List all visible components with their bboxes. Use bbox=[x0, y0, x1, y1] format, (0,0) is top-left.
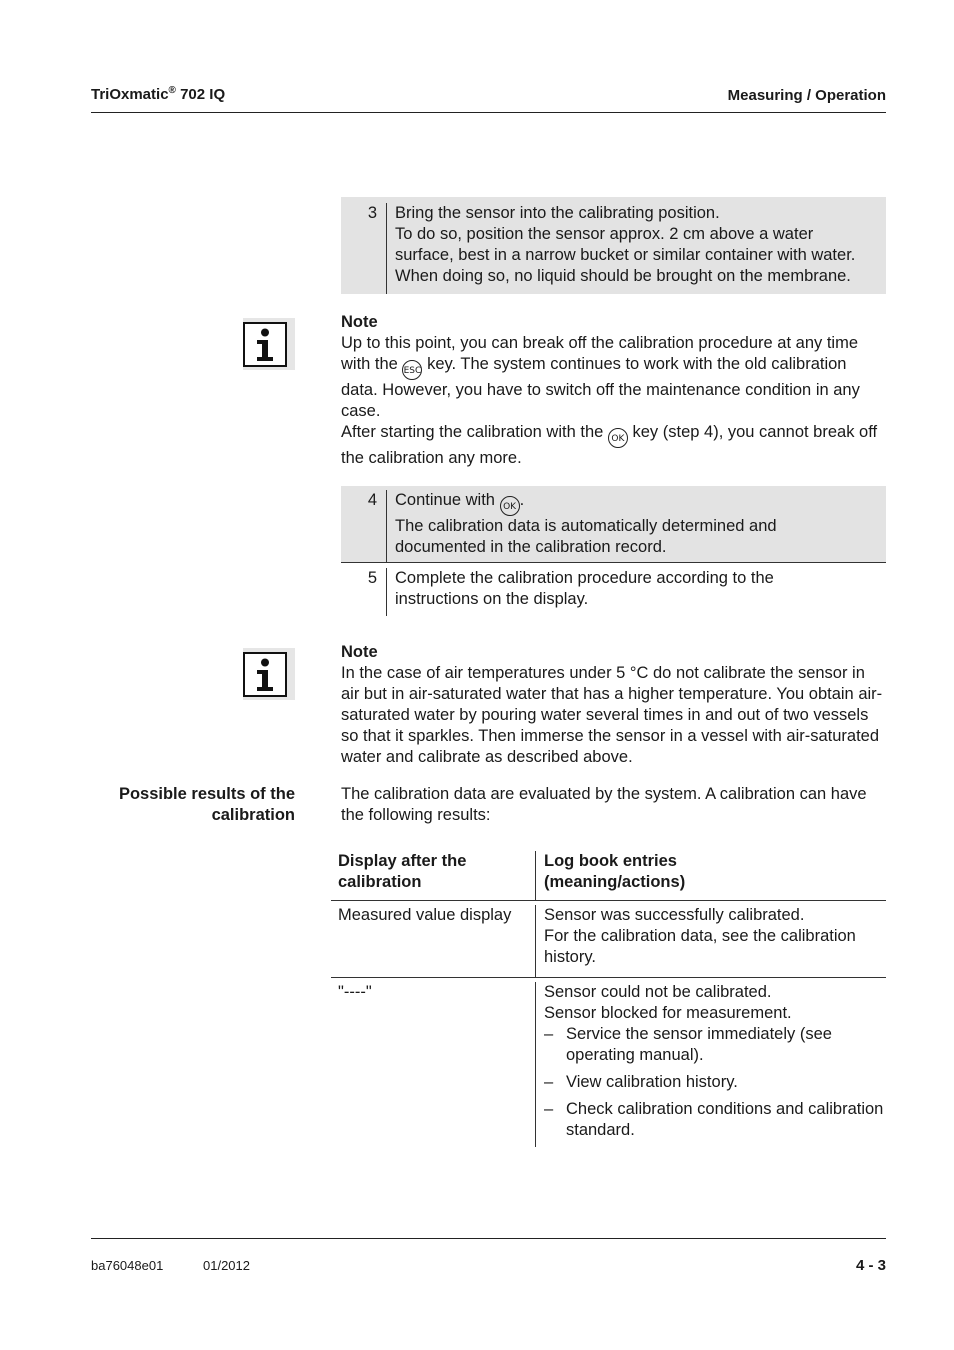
results-intro: The calibration data are evaluated by the system. A calibration can have the following results: bbox=[341, 785, 867, 824]
step-text bbox=[386, 203, 886, 294]
step-text bbox=[386, 490, 886, 562]
header-section: Measuring / Operation bbox=[727, 87, 886, 104]
step-line: To do so, position the sensor approx. 2 cm above a water bbox=[395, 225, 814, 243]
step-line: When doing so, no liquid should be brought on the membrane. bbox=[395, 267, 851, 285]
info-icon bbox=[243, 648, 295, 700]
column-header bbox=[535, 851, 886, 900]
note-text: After starting the calibration with the bbox=[341, 423, 604, 441]
step-3 bbox=[341, 197, 886, 294]
step-line: Bring the sensor into the calibrating position. bbox=[395, 204, 720, 222]
step-line bbox=[395, 490, 886, 516]
log-cell bbox=[535, 905, 886, 977]
list-item: – View calibration history. bbox=[544, 1073, 738, 1091]
step-line: Complete the calibration procedure according to the bbox=[395, 569, 774, 587]
note-1 bbox=[341, 312, 886, 469]
step-line: documented in the calibration record. bbox=[395, 538, 667, 556]
product-model: 702 IQ bbox=[175, 86, 226, 103]
log-line: For the calibration data, see the calibration history. bbox=[544, 927, 856, 966]
display-cell: Measured value display bbox=[338, 906, 512, 924]
esc-key-icon: ESC bbox=[402, 360, 422, 380]
display-cell: "----" bbox=[338, 983, 372, 1001]
header-line: calibration bbox=[338, 873, 422, 891]
action-list bbox=[544, 1024, 886, 1141]
table-row bbox=[331, 901, 886, 978]
step-text-part: . bbox=[519, 491, 525, 509]
step-line: instructions on the display. bbox=[395, 590, 589, 608]
header-line: Display after the bbox=[338, 852, 467, 870]
log-line: Sensor could not be calibrated. bbox=[544, 983, 772, 1001]
note-text: Up to this point, you can break off the calibration procedure at any time with the bbox=[341, 334, 858, 373]
product-name: TriOxmatic bbox=[91, 86, 169, 103]
ok-key-icon: OK bbox=[608, 428, 628, 448]
step-number: 3 bbox=[367, 204, 377, 222]
column-header bbox=[331, 851, 535, 900]
note-paragraph bbox=[341, 333, 886, 422]
note-2 bbox=[341, 642, 886, 768]
step-number: 5 bbox=[367, 569, 377, 587]
registered-mark: ® bbox=[168, 85, 176, 96]
header-divider bbox=[91, 112, 886, 113]
page-number: 4 - 3 bbox=[855, 1257, 886, 1274]
step-line: surface, best in a narrow bucket or similar container with water. bbox=[395, 246, 856, 264]
log-line: Sensor blocked for measurement. bbox=[544, 1004, 792, 1022]
side-heading-line: calibration bbox=[211, 806, 295, 824]
table-row bbox=[331, 978, 886, 1147]
footer-doc-id: ba76048e01 bbox=[91, 1258, 164, 1273]
list-item-text: Service the sensor immediately (see operating manual). bbox=[566, 1025, 832, 1064]
note-title: Note bbox=[341, 313, 378, 331]
list-item: – Check calibration conditions and calibration standard. bbox=[544, 1100, 884, 1139]
results-table bbox=[331, 846, 886, 1147]
header-line: Log book entries bbox=[544, 852, 677, 870]
side-heading-line: Possible results of the bbox=[118, 785, 295, 803]
header-line: (meaning/actions) bbox=[544, 873, 686, 891]
note-paragraph bbox=[341, 422, 886, 469]
step-text-part: Continue with bbox=[395, 491, 495, 509]
list-item-text: View calibration history. bbox=[566, 1073, 738, 1091]
list-item: – Service the sensor immediately (see operating manual). bbox=[544, 1025, 832, 1064]
footer-divider bbox=[91, 1238, 886, 1239]
footer-date: 01/2012 bbox=[203, 1258, 250, 1273]
step-line: The calibration data is automatically determined and bbox=[395, 517, 777, 535]
side-heading bbox=[65, 784, 295, 826]
note-text: key (step 4), you cannot break off the calibration any more. bbox=[341, 423, 878, 467]
ok-key-icon: OK bbox=[500, 496, 520, 516]
note-title: Note bbox=[341, 643, 378, 661]
list-item-text: Check calibration conditions and calibration standard. bbox=[566, 1100, 884, 1139]
step-number: 4 bbox=[367, 491, 377, 509]
info-icon bbox=[243, 318, 295, 370]
note-paragraph: In the case of air temperatures under 5 °C do not calibrate the sensor in air but in air-saturated water that has a higher temperature. You obtain air-saturated water by pouring water several times in and out of two vessels so that it sparkles. Then immerse the sensor in a vessel with air-saturated water and calibrate as described above. bbox=[341, 664, 883, 766]
header-product bbox=[91, 85, 225, 103]
step-text bbox=[386, 568, 886, 616]
log-cell bbox=[535, 982, 886, 1147]
step-4 bbox=[341, 486, 886, 562]
table-header-row bbox=[331, 846, 886, 901]
log-line: Sensor was successfully calibrated. bbox=[544, 906, 805, 924]
step-5 bbox=[341, 562, 886, 616]
note-text: key. The system continues to work with the old calibration data. However, you have to switch off the maintenance condition in any case. bbox=[341, 355, 860, 420]
